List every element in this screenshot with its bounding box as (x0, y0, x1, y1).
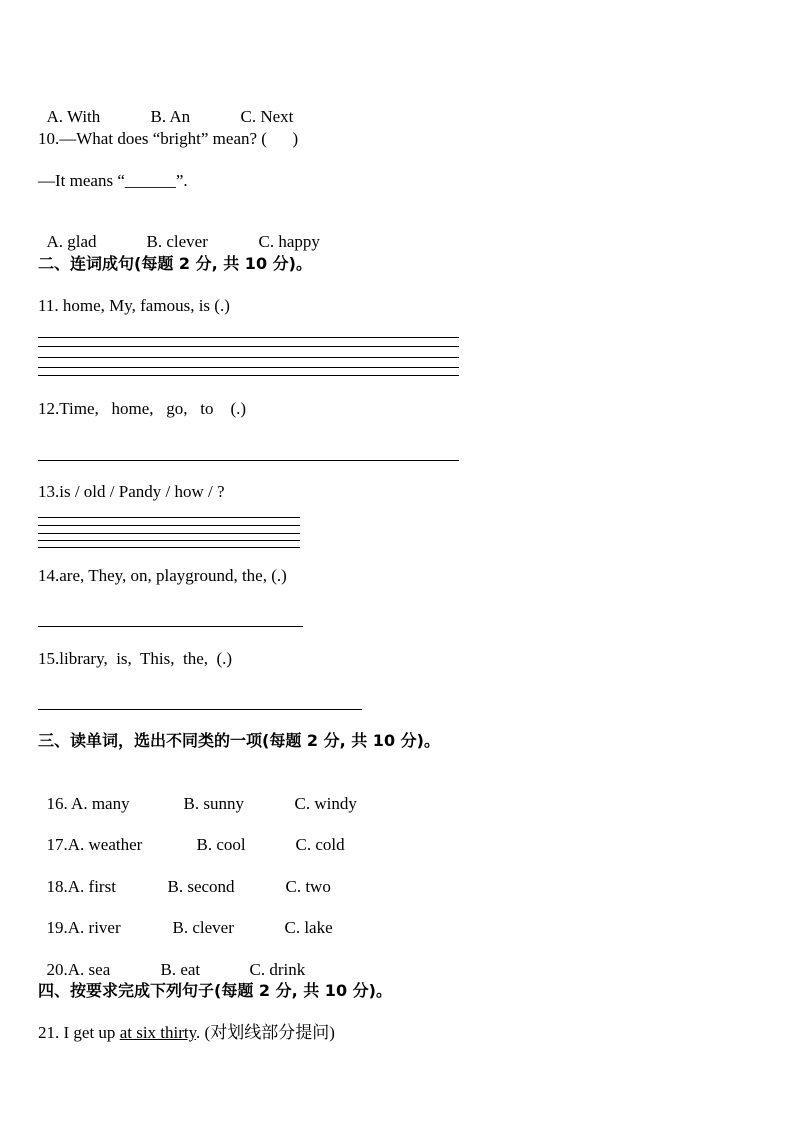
q20-option-a: 20.A. sea (46, 960, 111, 979)
q19-option-c: C. lake (284, 918, 333, 937)
section-3-title: 三、读单词，选出不同类的一项(每题 2 分, 共 10 分)。 (38, 731, 440, 750)
q17-options (38, 815, 345, 855)
q10-stem: 10.—What does “bright” mean? ( ) (38, 129, 299, 148)
q16-option-c: C. windy (294, 794, 357, 813)
q20-option-c: C. drink (249, 960, 306, 979)
q19-options (38, 898, 333, 938)
q11-answer-line-1[interactable] (38, 337, 459, 338)
q14-answer-line[interactable] (38, 626, 303, 627)
q21-underlined-phrase: at six thirty (119, 1023, 197, 1042)
q19-option-a: 19.A. river (46, 918, 121, 937)
q12-answer-line[interactable] (38, 460, 459, 461)
q17-option-a: 17.A. weather (46, 835, 143, 854)
q10-option-c: C. happy (258, 232, 320, 251)
q16-option-a: 16. A. many (46, 794, 130, 813)
q11-text: 11. home, My, famous, is (.) (38, 296, 230, 315)
q9-options (38, 87, 293, 127)
q18-option-b: B. second (167, 877, 235, 896)
q10-option-b: B. clever (146, 232, 208, 251)
q18-option-a: 18.A. first (46, 877, 116, 896)
q20-options (38, 940, 305, 980)
q9-option-a: A. With (46, 107, 101, 126)
q16-option-b: B. sunny (183, 794, 244, 813)
q21-prefix: 21. I get up (38, 1023, 120, 1042)
q10-option-a: A. glad (46, 232, 97, 251)
q17-option-b: B. cool (196, 835, 246, 854)
q18-options (38, 857, 331, 897)
q13-answer-line-5[interactable] (38, 547, 300, 548)
q13-answer-line-4[interactable] (38, 540, 300, 541)
section-2-title: 二、连词成句(每题 2 分, 共 10 分)。 (38, 254, 312, 273)
q13-text: 13.is / old / Pandy / how / ? (38, 482, 225, 501)
q18-option-c: C. two (285, 877, 331, 896)
q13-answer-line-1[interactable] (38, 517, 300, 518)
q16-options (38, 774, 357, 814)
section-4-title: 四、按要求完成下列句子(每题 2 分, 共 10 分)。 (38, 981, 392, 1000)
q19-option-b: B. clever (172, 918, 234, 937)
q10-options (38, 212, 320, 252)
q12-text: 12.Time, home, go, to (.) (38, 399, 247, 418)
q21-text (38, 1023, 335, 1043)
q15-answer-line[interactable] (38, 709, 362, 710)
q13-answer-line-3[interactable] (38, 533, 300, 534)
q11-answer-line-3[interactable] (38, 357, 459, 358)
q21-suffix: . (对划线部分提问) (196, 1023, 335, 1042)
q10-stem-answer: —It means “______”. (38, 171, 188, 190)
q11-answer-line-4[interactable] (38, 367, 459, 368)
q15-text: 15.library, is, This, the, (.) (38, 649, 233, 668)
q20-option-b: B. eat (160, 960, 201, 979)
q13-answer-line-2[interactable] (38, 525, 300, 526)
q9-option-b: B. An (150, 107, 191, 126)
q11-answer-line-5[interactable] (38, 375, 459, 376)
q17-option-c: C. cold (295, 835, 345, 854)
q14-text: 14.are, They, on, playground, the, (.) (38, 566, 287, 585)
q11-answer-line-2[interactable] (38, 346, 459, 347)
q9-option-c: C. Next (240, 107, 294, 126)
